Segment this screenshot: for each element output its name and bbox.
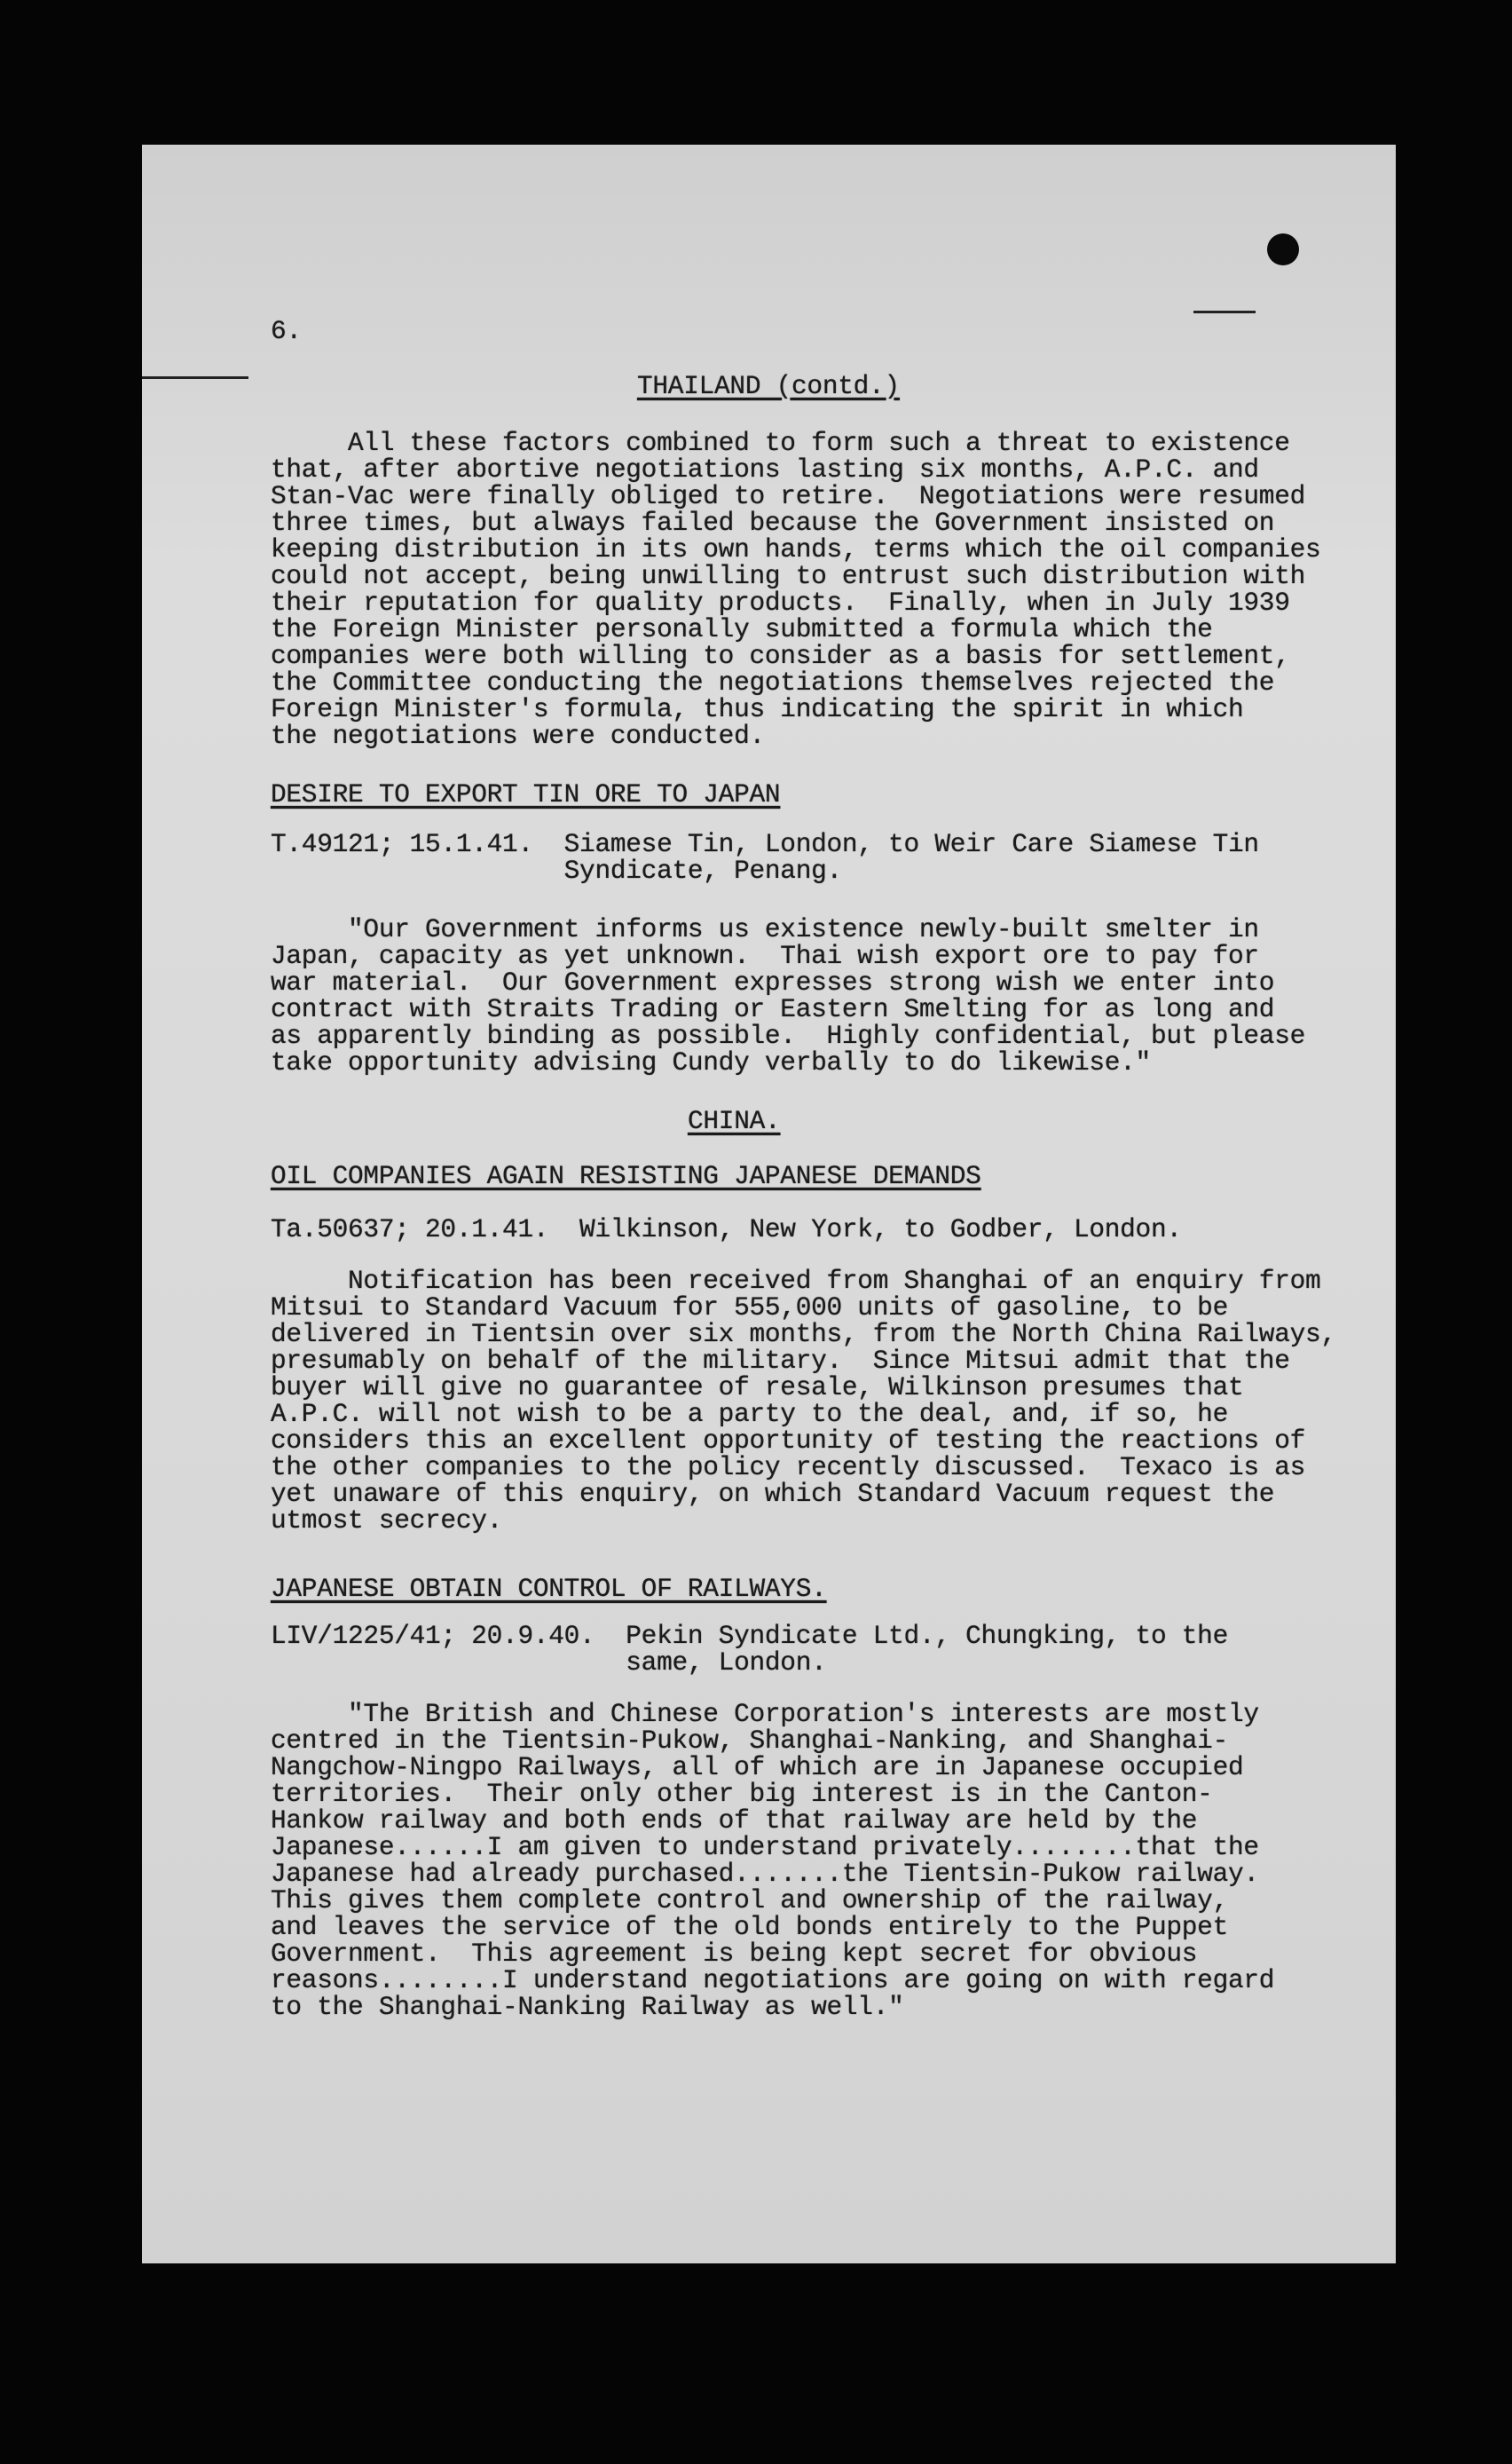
text-line: Foreign Minister's formula, thus indicating the spirit in which [271, 694, 1244, 724]
margin-mark [142, 376, 248, 379]
text-block [271, 1623, 1228, 1676]
text-line: THAILAND (contd.) [637, 371, 900, 401]
text-line: Nangchow-Ningpo Railways, all of which are in Japanese occupied [271, 1752, 1244, 1782]
text-line: Japanese......I am given to understand privately........that the [271, 1832, 1259, 1862]
text-line: reasons........I understand negotiations are going on with regard [271, 1965, 1275, 1995]
section-heading [637, 373, 900, 399]
text-block [271, 1268, 1336, 1534]
text-line: presumably on behalf of the military. Since Mitsui admit that the [271, 1346, 1290, 1376]
text-line: Ta.50637; 20.1.41. Wilkinson, New York, to Godber, London. [271, 1214, 1182, 1244]
text-line: All these factors combined to form such a threat to existence [271, 428, 1290, 458]
text-line: This gives them complete control and ownership of the railway, [271, 1885, 1228, 1915]
text-line: Hankow railway and both ends of that railway are held by the [271, 1805, 1198, 1836]
text-line: considers this an excellent opportunity of testing the reactions of [271, 1425, 1305, 1456]
section-heading [271, 1576, 827, 1602]
text-block [271, 1701, 1274, 2020]
text-block [271, 831, 1259, 884]
text-line: delivered in Tientsin over six months, from the North China Railways, [271, 1319, 1336, 1349]
text-line: to the Shanghai-Nanking Railway as well." [271, 1992, 904, 2022]
text-line: territories. Their only other big interest is in the Canton- [271, 1779, 1213, 1809]
margin-mark [1193, 311, 1256, 313]
section-heading [271, 781, 780, 808]
text-line: Stan-Vac were finally obliged to retire. Negotiations were resumed [271, 481, 1305, 511]
text-line: and leaves the service of the old bonds entirely to the Puppet [271, 1912, 1228, 1942]
text-line: companies were both willing to consider as a basis for settlement, [271, 641, 1290, 671]
text-line: Government. This agreement is being kept secret for obvious [271, 1939, 1198, 1969]
text-line: "The British and Chinese Corporation's interests are mostly [271, 1699, 1259, 1729]
text-line: LIV/1225/41; 20.9.40. Pekin Syndicate Ltd., Chungking, to the [271, 1621, 1228, 1651]
text-line: A.P.C. will not wish to be a party to the deal, and, if so, he [271, 1399, 1228, 1429]
text-line: buyer will give no guarantee of resale, Wilkinson presumes that [271, 1372, 1244, 1402]
text-line: as apparently binding as possible. Highly confidential, but please [271, 1021, 1305, 1051]
text-block [271, 430, 1320, 749]
text-line: could not accept, being unwilling to entrust such distribution with [271, 561, 1305, 591]
text-line: Notification has been received from Shanghai of an enquiry from [271, 1266, 1321, 1296]
text-line: T.49121; 15.1.41. Siamese Tin, London, to Weir Care Siamese Tin [271, 829, 1259, 859]
text-line: contract with Straits Trading or Eastern Smelting for as long and [271, 994, 1275, 1024]
text-line: the Foreign Minister personally submitted a formula which the [271, 614, 1213, 644]
text-line: Japan, capacity as yet unknown. Thai wish export ore to pay for [271, 941, 1259, 971]
text-line: three times, but always failed because the Government insisted on [271, 508, 1275, 538]
text-line: JAPANESE OBTAIN CONTROL OF RAILWAYS. [271, 1574, 827, 1604]
text-line: DESIRE TO EXPORT TIN ORE TO JAPAN [271, 779, 781, 809]
text-line: the Committee conducting the negotiations themselves rejected the [271, 667, 1275, 698]
text-line: the other companies to the policy recently discussed. Texaco is as [271, 1452, 1305, 1482]
text-line: keeping distribution in its own hands, terms which the oil companies [271, 534, 1321, 565]
text-line: war material. Our Government expresses strong wish we enter into [271, 967, 1275, 998]
text-line: same, London. [271, 1647, 827, 1678]
text-block [271, 1216, 1182, 1243]
punch-hole-mark [1267, 233, 1299, 265]
section-heading [271, 1163, 981, 1189]
section-heading [688, 1108, 780, 1134]
text-line: Syndicate, Penang. [271, 856, 842, 886]
text-line: take opportunity advising Cundy verbally to do likewise." [271, 1047, 1151, 1078]
text-line: utmost secrecy. [271, 1505, 503, 1536]
page-number: 6. [271, 316, 302, 346]
text-block [271, 916, 1305, 1076]
text-line: yet unaware of this enquiry, on which Standard Vacuum request the [271, 1479, 1275, 1509]
text-line: "Our Government informs us existence newly-built smelter in [271, 914, 1259, 944]
text-line: Mitsui to Standard Vacuum for 555,000 units of gasoline, to be [271, 1292, 1228, 1323]
text-line: CHINA. [688, 1106, 781, 1136]
text-line: Japanese had already purchased.......the Tientsin-Pukow railway. [271, 1859, 1259, 1889]
text-line: OIL COMPANIES AGAIN RESISTING JAPANESE DEMANDS [271, 1161, 981, 1191]
text-line: the negotiations were conducted. [271, 721, 765, 751]
text-line: that, after abortive negotiations lasting six months, A.P.C. and [271, 454, 1259, 485]
text-line: centred in the Tientsin-Pukow, Shanghai-Nanking, and Shanghai- [271, 1726, 1228, 1756]
text-line: their reputation for quality products. Finally, when in July 1939 [271, 588, 1290, 618]
